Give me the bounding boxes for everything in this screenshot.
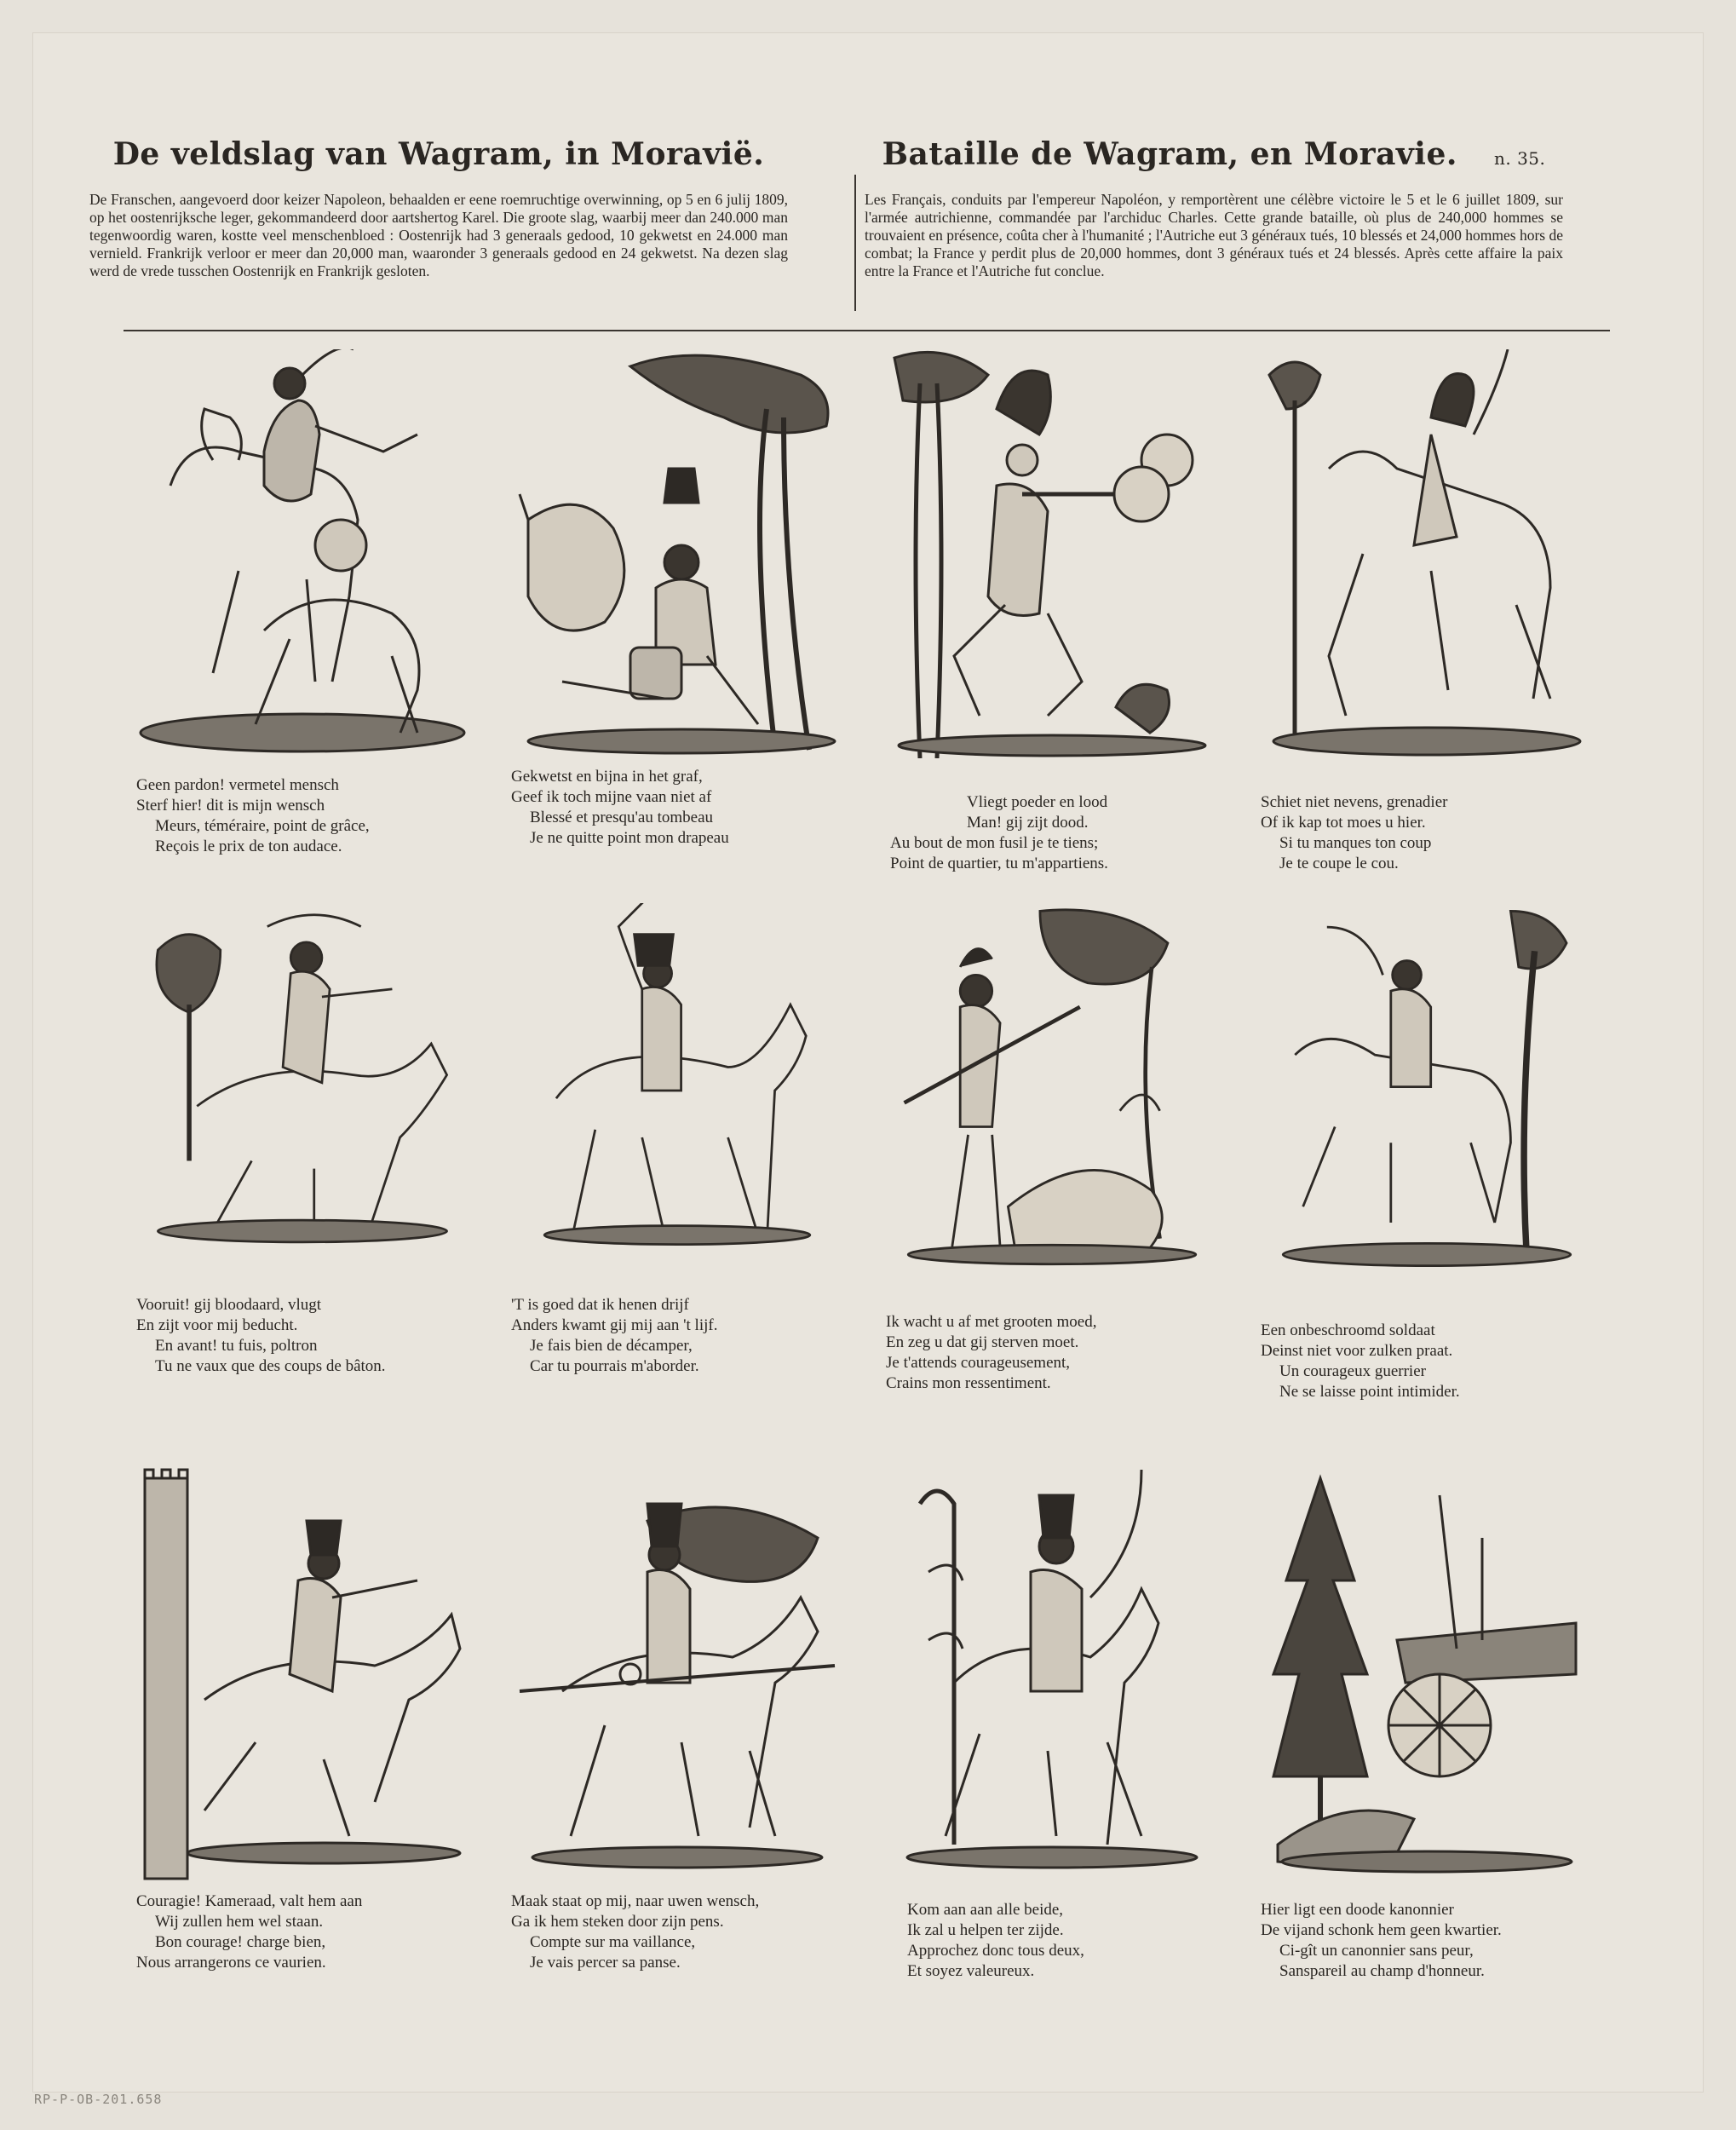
verse-line: Ik wacht u af met grooten moed, <box>886 1313 1097 1331</box>
verse-line: Point de quartier, tu m'appartiens. <box>890 855 1108 872</box>
verse-line: Un courageux guerrier <box>1279 1362 1426 1380</box>
verse-10 <box>511 1891 869 1973</box>
verse-line: Man! gij zijt dood. <box>967 814 1089 832</box>
verse-line: Je ne quitte point mon drapeau <box>530 829 729 847</box>
verse-line: Ga ik hem steken door zijn pens. <box>511 1913 724 1931</box>
dutch-column <box>89 102 788 280</box>
verse-line: Of ik kap tot moes u hier. <box>1261 814 1426 832</box>
verse-line: Gekwetst en bijna in het graf, <box>511 768 703 786</box>
verse-line: Ik zal u helpen ter zijde. <box>907 1921 1064 1939</box>
verse-line: Approchez donc tous deux, <box>907 1942 1084 1960</box>
woodcut-wounded-flagbearer <box>511 349 843 758</box>
verse-line: Je te coupe le cou. <box>1279 855 1399 872</box>
verse-line: Kom aan aan alle beide, <box>907 1901 1064 1919</box>
verse-line: Crains mon ressentiment. <box>886 1374 1051 1392</box>
verse-line: Couragie! Kameraad, valt hem aan <box>136 1892 363 1910</box>
french-title: Bataille de Wagram, en Moravie. <box>882 136 1457 172</box>
header <box>89 102 1614 341</box>
verse-9 <box>136 1891 494 1973</box>
verse-1 <box>136 775 494 857</box>
verse-5 <box>136 1295 494 1377</box>
verse-line: Meurs, téméraire, point de grâce, <box>155 817 370 835</box>
verse-line: Ci-gît un canonnier sans peur, <box>1279 1942 1474 1960</box>
verse-line: Reçois le prix de ton audace. <box>155 838 342 855</box>
verse-2 <box>511 767 869 849</box>
verse-line: Een onbeschroomd soldaat <box>1261 1321 1435 1339</box>
verse-line: En avant! tu fuis, poltron <box>155 1337 318 1355</box>
woodcut-rider-with-curved-sabre <box>886 1465 1218 1883</box>
verse-line: Schiet niet nevens, grenadier <box>1261 793 1448 811</box>
woodcut-officer-raising-sabre <box>511 903 843 1278</box>
woodcut-grenadier-on-horse <box>1261 349 1593 758</box>
column-divider <box>854 175 856 311</box>
header-rule <box>124 330 1610 331</box>
verse-7 <box>886 1312 1244 1394</box>
woodcut-kneeling-rifleman <box>886 349 1218 758</box>
woodcut-cavalryman-near-tree <box>1261 903 1593 1287</box>
verse-11 <box>907 1900 1265 1982</box>
verse-line: Tu ne vaux que des coups de bâton. <box>155 1357 386 1375</box>
verse-line: Je vais percer sa panse. <box>530 1954 681 1972</box>
woodcut-dead-gunner-by-cannon <box>1261 1465 1593 1883</box>
verse-line: Et soyez valeureux. <box>907 1962 1035 1980</box>
verse-line: Je t'attends courageusement, <box>886 1354 1071 1372</box>
verse-line: Deinst niet voor zulken praat. <box>1261 1342 1453 1360</box>
woodcut-soldier-and-fallen-horse <box>886 903 1218 1287</box>
sheet-number: n. 35. <box>1493 148 1546 169</box>
verse-line: Bon courage! charge bien, <box>155 1933 326 1951</box>
verse-line: Wij zullen hem wel staan. <box>155 1913 324 1931</box>
french-title-row <box>865 136 1563 172</box>
french-column <box>865 102 1563 280</box>
verse-line: En zijt voor mij beducht. <box>136 1316 298 1334</box>
verse-4 <box>1261 792 1618 874</box>
verse-12 <box>1261 1900 1618 1982</box>
verse-line: Sterf hier! dit is mijn wensch <box>136 797 325 815</box>
dutch-title: De veldslag van Wagram, in Moravië. <box>112 136 765 172</box>
verse-8 <box>1261 1321 1618 1402</box>
verse-line: Sanspareil au champ d'honneur. <box>1279 1962 1485 1980</box>
woodcut-horseman-strikes-soldier <box>136 349 468 758</box>
dutch-intro: De Franschen, aangevoerd door keizer Napoleon, behaalden er eene roemruchtige overwinning, op 5 en 6 julij 1809, op het oostenrijksche leger, gekommandeerd door aartshertog Karel. Die groote slag, waarbij meer dan 240.000 man tegenwoordig waren, kostte veel menschenbloed : Oostenrijk had 3 generaals gedood, 10 gekwetst en 24.000 man vernield. Frankrijk verloor er meer dan 20,000 man, waaronder 3 generaals gedood en 24 gekwetst. Na dezen slag werd de vrede tusschen Oostenrijk en Frankrijk gesloten. <box>89 191 788 279</box>
verse-line: Geef ik toch mijne vaan niet af <box>511 788 712 806</box>
verse-line: 'T is goed dat ik henen drijf <box>511 1296 689 1314</box>
verse-line: Car tu pourrais m'aborder. <box>530 1357 699 1375</box>
verse-line: Vooruit! gij bloodaard, vlugt <box>136 1296 322 1314</box>
verse-line: Si tu manques ton coup <box>1279 834 1432 852</box>
verse-line: De vijand schonk hem geen kwartier. <box>1261 1921 1502 1939</box>
verse-line: Je fais bien de décamper, <box>530 1337 693 1355</box>
verse-line: Nous arrangerons ce vaurien. <box>136 1954 326 1972</box>
verse-6 <box>511 1295 869 1377</box>
verse-line: Maak staat op mij, naar uwen wensch, <box>511 1892 760 1910</box>
verse-line: Vliegt poeder en lood <box>967 793 1108 811</box>
woodcut-lancer-charging <box>511 1465 843 1883</box>
verse-line: Blessé et presqu'au tombeau <box>530 809 714 826</box>
french-intro: Les Français, conduits par l'empereur Napoléon, y remportèrent une célèbre victoire le 5 et le 6 juillet 1809, sur l'armée autrichienne, commandée par l'archiduc Charles. Cette grande bataille, où plus de 240,000 hommes se trouvaient en présence, coûta cher à l'humanité ; l'Autriche eut 3 généraux tués, 10 blessés et 24,000 hommes hors de combat; la France y perdit plus de 20,000 hommes, dont 3 généraux tués et 24 blessés. Après cette affaire la paix entre la France et l'Autriche fut conclue. <box>865 191 1563 279</box>
verse-line: Hier ligt een doode kanonnier <box>1261 1901 1454 1919</box>
verse-line: En zeg u dat gij sterven moet. <box>886 1333 1079 1351</box>
woodcut-rider-by-tower <box>136 1465 468 1883</box>
catalog-mark: RP-P-OB-201.658 <box>34 2092 163 2107</box>
verse-line: Compte sur ma vaillance, <box>530 1933 696 1951</box>
verse-line: Anders kwamt gij mij aan 't lijf. <box>511 1316 718 1334</box>
verse-line: Ne se laisse point intimider. <box>1279 1383 1460 1401</box>
verse-line: Geen pardon! vermetel mensch <box>136 776 339 794</box>
woodcut-hussar-with-pistol <box>136 903 468 1278</box>
verse-line: Au bout de mon fusil je te tiens; <box>890 834 1099 852</box>
